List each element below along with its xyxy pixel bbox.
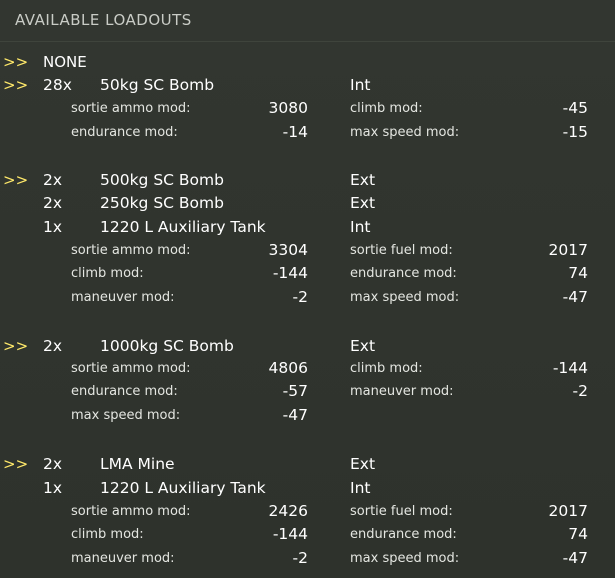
mod-label: max speed mod: — [350, 290, 460, 305]
item-qty: 2x — [43, 194, 63, 212]
item-slot: Int — [350, 218, 371, 236]
item-qty: 2x — [43, 455, 63, 473]
item-slot: Ext — [350, 455, 376, 473]
mod-label: maneuver mod: — [71, 551, 175, 566]
item-qty: 1x — [43, 218, 63, 236]
mod-label: endurance mod: — [350, 527, 457, 542]
mod-value: 2017 — [548, 241, 588, 259]
mod-value: 2017 — [548, 502, 588, 520]
panel-title: AVAILABLE LOADOUTS — [15, 11, 192, 29]
item-slot: Int — [350, 479, 371, 497]
mod-label: max speed mod: — [71, 408, 181, 423]
mod-label: maneuver mod: — [71, 290, 175, 305]
item-name: 1220 L Auxiliary Tank — [100, 218, 266, 236]
select-arrow-icon: >> — [3, 53, 29, 71]
select-arrow-icon: >> — [3, 337, 29, 355]
mod-value: -2 — [572, 382, 588, 400]
mod-label: climb mod: — [350, 101, 423, 116]
item-name: 1220 L Auxiliary Tank — [100, 479, 266, 497]
mod-value: -47 — [562, 288, 588, 306]
mod-label: sortie ammo mod: — [71, 361, 191, 376]
item-qty: 2x — [43, 337, 63, 355]
mod-label: endurance mod: — [71, 125, 178, 140]
item-name: 500kg SC Bomb — [100, 171, 224, 189]
mod-label: sortie fuel mod: — [350, 243, 453, 258]
mod-value: 3304 — [268, 241, 308, 259]
mod-label: climb mod: — [350, 361, 423, 376]
mod-value: -14 — [282, 123, 308, 141]
item-slot: Ext — [350, 194, 376, 212]
mod-label: climb mod: — [71, 527, 144, 542]
mod-value: -2 — [292, 549, 308, 567]
item-name: 1000kg SC Bomb — [100, 337, 234, 355]
mod-label: endurance mod: — [350, 266, 457, 281]
mod-value: -47 — [282, 406, 308, 424]
mod-value: 3080 — [268, 99, 308, 117]
item-slot: Int — [350, 76, 371, 94]
item-name: 50kg SC Bomb — [100, 76, 215, 94]
mod-value: -2 — [292, 288, 308, 306]
mod-value: 4806 — [268, 359, 308, 377]
mod-value: -144 — [272, 525, 308, 543]
item-slot: Ext — [350, 171, 376, 189]
title-divider — [0, 41, 615, 42]
mod-value: 2426 — [268, 502, 308, 520]
mod-label: max speed mod: — [350, 551, 460, 566]
mod-value: 74 — [568, 525, 588, 543]
mod-label: sortie ammo mod: — [71, 243, 191, 258]
mod-label: sortie fuel mod: — [350, 504, 453, 519]
item-name: LMA Mine — [100, 455, 175, 473]
mod-value: -45 — [562, 99, 588, 117]
select-arrow-icon: >> — [3, 455, 29, 473]
item-slot: Ext — [350, 337, 376, 355]
none-label: NONE — [43, 53, 87, 71]
mod-label: endurance mod: — [71, 384, 178, 399]
mod-label: sortie ammo mod: — [71, 504, 191, 519]
mod-value: -144 — [552, 359, 588, 377]
mod-label: max speed mod: — [350, 125, 460, 140]
mod-label: maneuver mod: — [350, 384, 454, 399]
mod-value: -144 — [272, 264, 308, 282]
mod-value: -15 — [562, 123, 588, 141]
item-qty: 2x — [43, 171, 63, 189]
mod-value: -57 — [282, 382, 308, 400]
item-name: 250kg SC Bomb — [100, 194, 224, 212]
mod-value: -47 — [562, 549, 588, 567]
item-qty: 28x — [43, 76, 72, 94]
mod-label: climb mod: — [71, 266, 144, 281]
select-arrow-icon: >> — [3, 171, 29, 189]
mod-value: 74 — [568, 264, 588, 282]
mod-label: sortie ammo mod: — [71, 101, 191, 116]
select-arrow-icon: >> — [3, 76, 29, 94]
item-qty: 1x — [43, 479, 63, 497]
